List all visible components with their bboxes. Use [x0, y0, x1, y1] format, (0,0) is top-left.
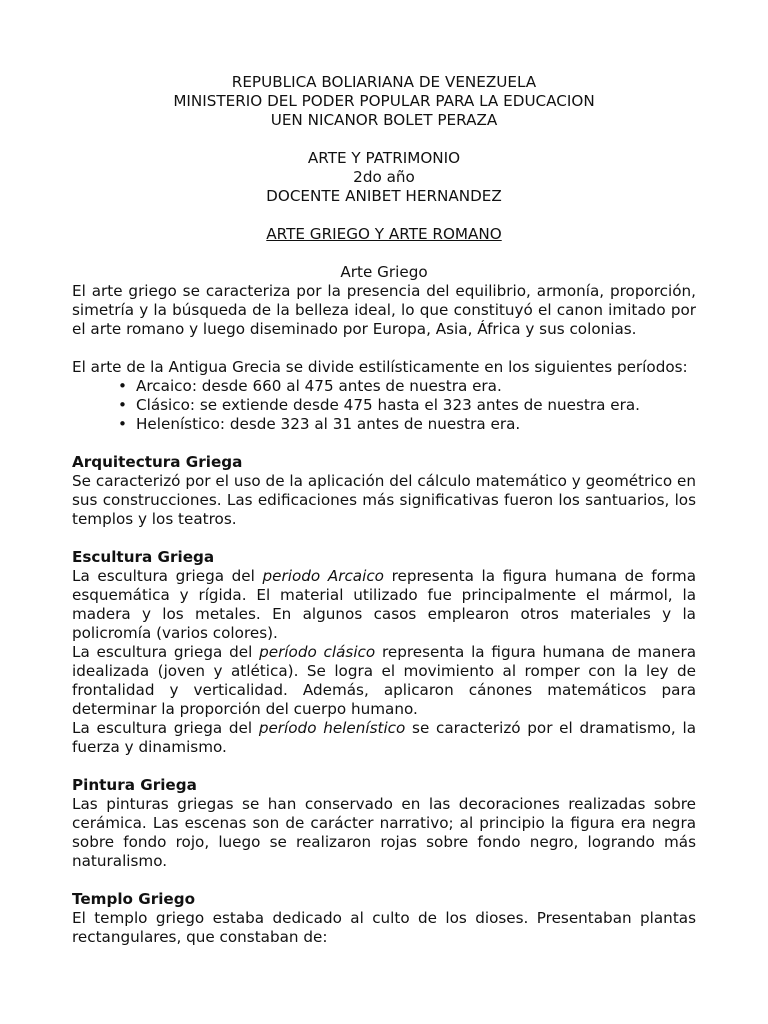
- escultura-p3-text: La escultura griega del: [72, 719, 259, 737]
- escultura-p1-text-end: representa la figura humana de forma esquemática y rígida. El material utilizado fue principalmente el mármol, la madera y los metales. En algunos casos emplearon otros materiales y la policromía (varios colores).: [72, 567, 697, 642]
- arte-griego-intro: El arte griego se caracteriza por la presencia del equilibrio, armonía, proporción, simetría y la búsqueda de la belleza ideal, lo que constituyó el canon imitado por el arte romano y luego diseminado por Europa, Asia, África y sus colonias.: [72, 282, 696, 338]
- course-info: [72, 149, 696, 206]
- list-item: • Helenístico: desde 323 al 31 antes de nuestra era.: [118, 415, 696, 434]
- arquitectura-heading: Arquitectura Griega: [72, 453, 243, 471]
- escultura-paragraph-helenistico: [72, 719, 696, 757]
- escultura-paragraph-arcaico: [72, 567, 696, 643]
- institution-header: [72, 73, 696, 130]
- periods-list: [72, 377, 696, 434]
- spacer: [72, 871, 696, 890]
- spacer: [72, 339, 696, 358]
- periods-intro: El arte de la Antigua Grecia se divide estilísticamente en los siguientes períodos:: [72, 358, 688, 376]
- templo-text: El templo griego estaba dedicado al culto de los dioses. Presentaban plantas rectangulares, que constaban de:: [72, 909, 696, 946]
- escultura-paragraph-clasico: [72, 643, 696, 719]
- course-teacher: DOCENTE ANIBET HERNANDEZ: [266, 187, 502, 205]
- escultura-p1-text: La escultura griega del: [72, 567, 263, 585]
- arte-griego-heading: Arte Griego: [340, 263, 428, 281]
- header-line-ministry: MINISTERIO DEL PODER POPULAR PARA LA EDUCACION: [173, 92, 595, 110]
- escultura-p2-emphasis: período clásico: [259, 643, 376, 661]
- header-line-republic: REPUBLICA BOLIARIANA DE VENEZUELA: [231, 73, 537, 91]
- templo-heading: Templo Griego: [72, 890, 196, 908]
- pintura-heading: Pintura Griega: [72, 776, 197, 794]
- spacer: [72, 757, 696, 776]
- spacer: [72, 434, 696, 453]
- spacer: [72, 529, 696, 548]
- list-item: • Arcaico: desde 660 al 475 antes de nuestra era.: [118, 377, 696, 396]
- arquitectura-text: Se caracterizó por el uso de la aplicación del cálculo matemático y geométrico en sus construcciones. Las edificaciones más significativas fueron los santuarios, los templos y los teatros.: [72, 472, 696, 528]
- course-subject: ARTE Y PATRIMONIO: [307, 149, 461, 167]
- pintura-text: Las pinturas griegas se han conservado en las decoraciones realizadas sobre cerámica. Las escenas son de carácter narrativo; al principio la figura era negra sobre fondo rojo, luego se realizaron rojas sobre fondo negro, logrando más naturalismo.: [72, 795, 696, 870]
- escultura-p2-text: La escultura griega del: [72, 643, 260, 661]
- escultura-p3-emphasis: período helenístico: [258, 719, 406, 737]
- course-year: 2do año: [353, 168, 415, 186]
- escultura-p3-text-end: se caracterizó por el dramatismo, la fuerza y dinamismo.: [72, 719, 696, 756]
- escultura-heading: Escultura Griega: [72, 548, 215, 566]
- document-title: ARTE GRIEGO Y ARTE ROMANO: [266, 225, 502, 243]
- escultura-p1-emphasis: periodo Arcaico: [262, 567, 384, 585]
- header-line-school: UEN NICANOR BOLET PERAZA: [270, 111, 498, 129]
- list-item: • Clásico: se extiende desde 475 hasta el 323 antes de nuestra era.: [118, 396, 696, 415]
- escultura-p2-text-end: representa la figura humana de manera idealizada (joven y atlética). Se logra el movimiento al romper con la ley de frontalidad y verticalidad. Además, aplicaron cánones matemáticos para determinar la proporción del cuerpo humano.: [72, 643, 696, 718]
